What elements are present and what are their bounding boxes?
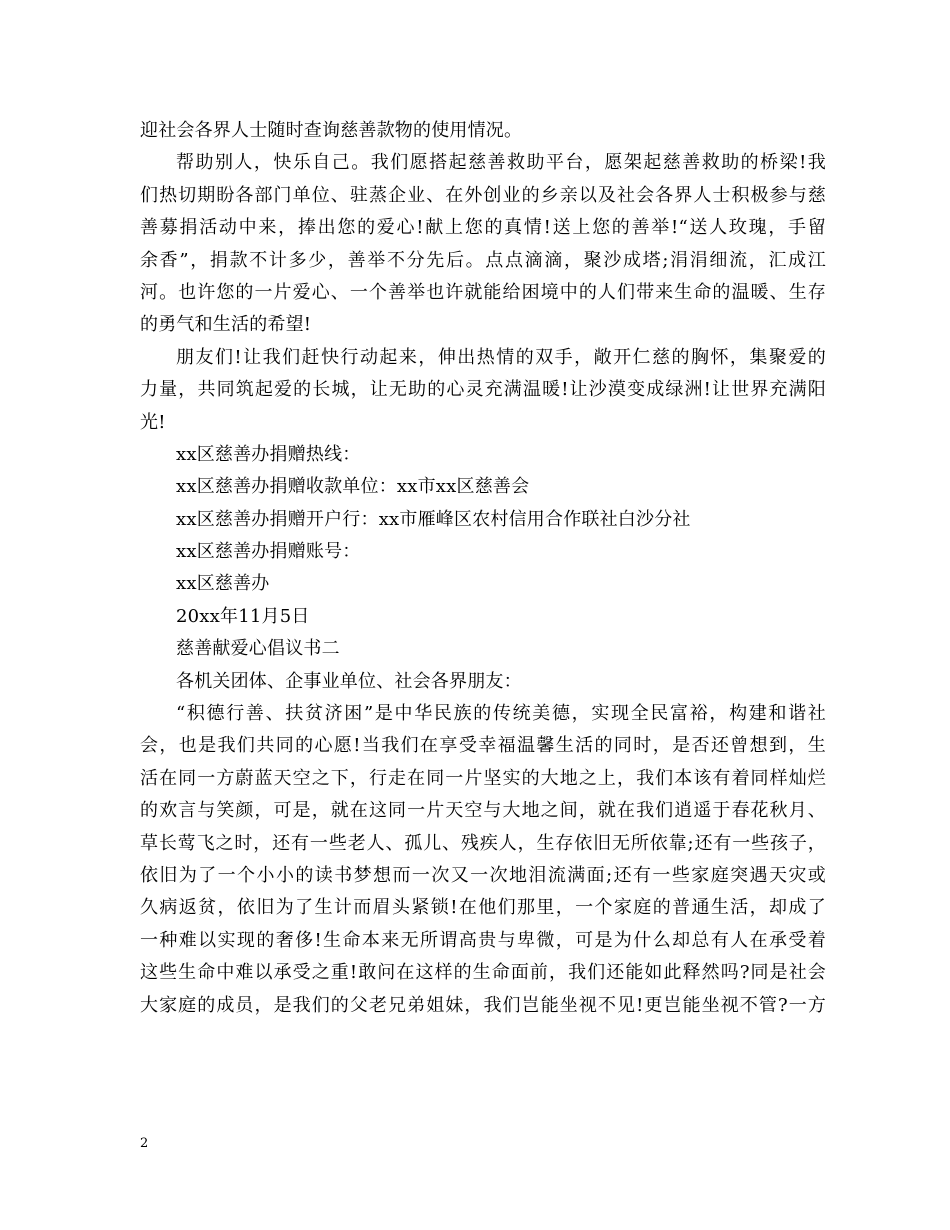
text-line: 河。也许您的一片爱心、一个善举也许就能给困境中的人们带来生命的温暖、生存 <box>140 281 826 303</box>
text-line: xx区慈善办捐赠收款单位：xx市xx区慈善会 <box>176 476 530 498</box>
text-line: 的勇气和生活的希望! <box>140 314 312 336</box>
text-line: 这些生命中难以承受之重!敢问在这样的生命面前，我们还能如此释然吗?同是社会 <box>140 962 826 984</box>
text-line: 会，也是我们共同的心愿!当我们在享受幸福温馨生活的同时，是否还曾想到，生 <box>140 735 826 757</box>
text-line: xx区慈善办捐赠账号： <box>176 541 361 563</box>
text-line: xx区慈善办捐赠热线： <box>176 443 361 465</box>
text-line: 力量，共同筑起爱的长城，让无助的心灵充满温暖!让沙漠变成绿洲!让世界充满阳 <box>140 379 826 401</box>
text-line: 们热切期盼各部门单位、驻蒸企业、在外创业的乡亲以及社会各界人士积极参与慈 <box>140 184 826 206</box>
text-line: 的欢言与笑颜，可是，就在这同一片天空与大地之间，就在我们逍遥于春花秋月、 <box>140 800 826 822</box>
text-line: 20xx年11月5日 <box>176 605 310 627</box>
text-line: 一种难以实现的奢侈!生命本来无所谓高贵与卑微，可是为什么却总有人在承受着 <box>140 929 826 951</box>
text-line: 草长莺飞之时，还有一些老人、孤儿、残疾人，生存依旧无所依靠;还有一些孩子， <box>140 832 826 854</box>
text-line: 朋友们!让我们赶快行动起来，伸出热情的双手，敞开仁慈的胸怀，集聚爱的 <box>176 346 826 368</box>
text-line: 久病返贫，依旧为了生计而眉头紧锁!在他们那里，一个家庭的普通生活，却成了 <box>140 897 826 919</box>
text-line: 慈善献爱心倡议书二 <box>176 638 340 660</box>
text-line: 大家庭的成员，是我们的父老兄弟姐妹，我们岂能坐视不见!更岂能坐视不管?一方 <box>140 994 826 1016</box>
text-line: 活在同一方蔚蓝天空之下，行走在同一片坚实的大地之上，我们本该有着同样灿烂 <box>140 767 826 789</box>
text-line: 余香”，捐款不计多少，善举不分先后。点点滴滴，聚沙成塔;涓涓细流，汇成江 <box>140 249 826 271</box>
text-line: 光! <box>140 411 166 433</box>
text-line: 善募捐活动中来，捧出您的爱心!献上您的真情!送上您的善举!“送人玫瑰，手留 <box>140 217 826 239</box>
text-line: 迎社会各界人士随时查询慈善款物的使用情况。 <box>140 120 523 141</box>
text-line: 帮助别人，快乐自己。我们愿搭起慈善救助平台，愿架起慈善救助的桥梁!我 <box>176 152 826 174</box>
document-body <box>140 115 826 1022</box>
page-number: 2 <box>140 1136 149 1151</box>
text-line: 依旧为了一个小小的读书梦想而一次又一次地泪流满面;还有一些家庭突遇天灾或 <box>140 864 826 886</box>
text-line: “积德行善、扶贫济困”是中华民族的传统美德，实现全民富裕，构建和谐社 <box>176 703 826 725</box>
text-line: 各机关团体、企事业单位、社会各界朋友： <box>176 670 522 692</box>
text-line: xx区慈善办 <box>176 573 270 595</box>
text-line: xx区慈善办捐赠开户行：xx市雁峰区农村信用合作联社白沙分社 <box>176 508 691 530</box>
